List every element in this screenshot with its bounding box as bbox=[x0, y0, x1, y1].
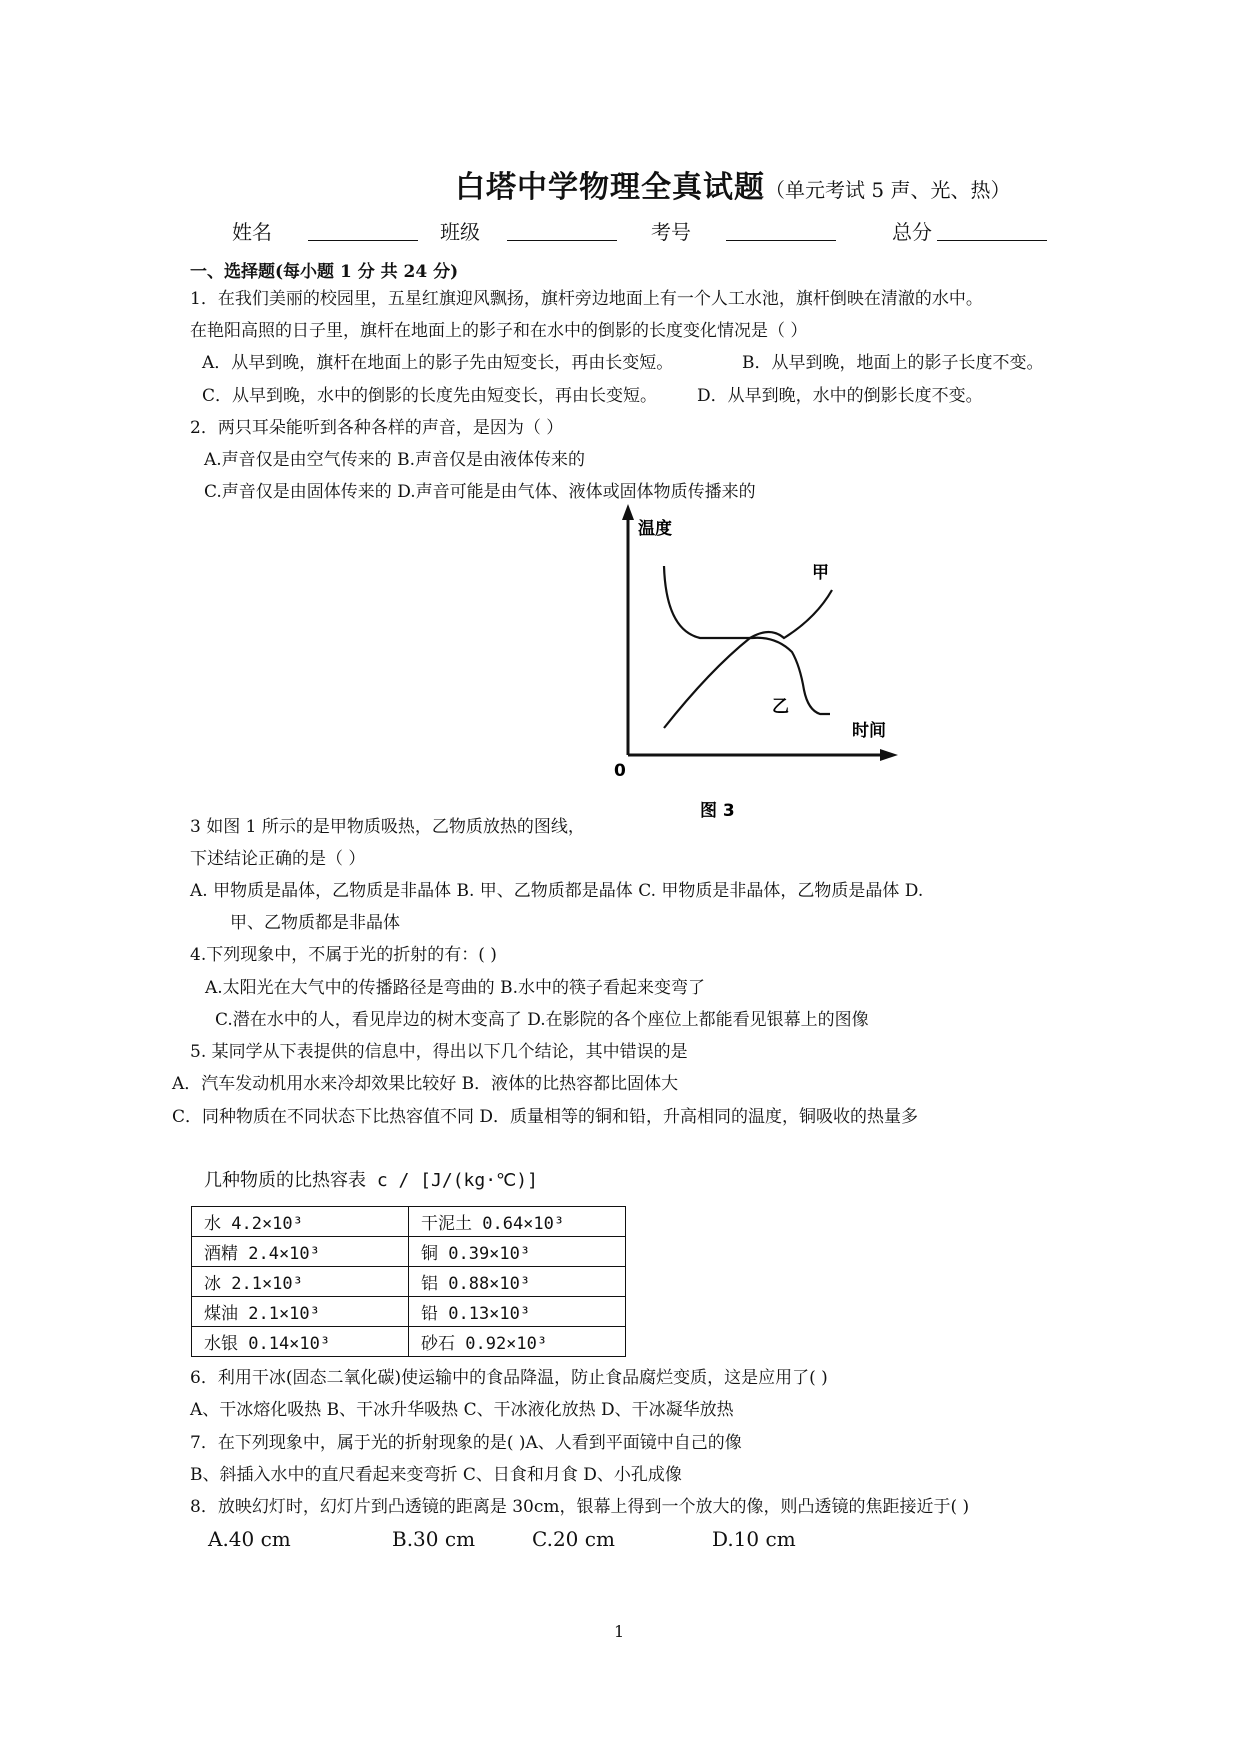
exam-no-label: 考号 bbox=[651, 220, 691, 244]
table-row bbox=[192, 1207, 626, 1237]
total-blank[interactable] bbox=[937, 222, 1047, 241]
curve-jia-label: 甲 bbox=[812, 563, 829, 583]
temperature-time-graph bbox=[600, 500, 920, 830]
q7-options: B、斜插入水中的直尺看起来变弯折 C、日食和月食 D、小孔成像 bbox=[190, 1465, 682, 1485]
class-field bbox=[440, 216, 480, 245]
table-cell: 水 4.2×10³ bbox=[192, 1207, 409, 1237]
total-field bbox=[892, 216, 932, 245]
q3-line1: 3 如图 1 所示的是甲物质吸热，乙物质放热的图线， bbox=[190, 817, 585, 837]
q7-stem: 7．在下列现象中，属于光的折射现象的是( )A、人看到平面镜中自己的像 bbox=[190, 1433, 742, 1453]
exam-subtitle: （单元考试 5 声、光、热） bbox=[765, 178, 1011, 202]
class-blank[interactable] bbox=[507, 222, 617, 241]
q2-options-cd: C.声音仅是由固体传来的 D.声音可能是由气体、液体或固体物质传播来的 bbox=[204, 482, 756, 502]
exam-title: 白塔中学物理全真试题 bbox=[455, 170, 765, 205]
q1-option-d: D．从早到晚，水中的倒影长度不变。 bbox=[697, 386, 983, 406]
origin-label: 0 bbox=[614, 761, 626, 781]
table-cell: 煤油 2.1×10³ bbox=[192, 1297, 409, 1327]
table-cell: 冰 2.1×10³ bbox=[192, 1267, 409, 1297]
table-cell: 铝 0.88×10³ bbox=[409, 1267, 626, 1297]
page-number: 1 bbox=[614, 1622, 625, 1641]
table-row bbox=[192, 1267, 626, 1297]
name-blank[interactable] bbox=[308, 222, 418, 241]
q6-stem: 6．利用干冰(固态二氧化碳)使运输中的食品降温，防止食品腐烂变质，这是应用了( ) bbox=[190, 1368, 828, 1388]
exam-no-field bbox=[651, 216, 691, 245]
q1-option-a: A．从早到晚，旗杆在地面上的影子先由短变长，再由长变短。 bbox=[202, 353, 674, 373]
table-cell: 酒精 2.4×10³ bbox=[192, 1237, 409, 1267]
table-caption: 几种物质的比热容表 c / [J/(kg·℃)] bbox=[204, 1170, 538, 1191]
q4-options-cd: C.潜在水中的人，看见岸边的树木变高了 D.在影院的各个座位上都能看见银幕上的图像 bbox=[215, 1010, 869, 1030]
q2-options-ab: A.声音仅是由空气传来的 B.声音仅是由液体传来的 bbox=[204, 450, 585, 470]
section-title: 一、选择题(每小题 1 分 共 24 分) bbox=[190, 262, 459, 282]
y-axis-arrow bbox=[622, 504, 634, 520]
y-axis-label: 温度 bbox=[638, 519, 672, 539]
q5-options-cd: C．同种物质在不同状态下比热容值不同 D．质量相等的铜和铅，升高相同的温度，铜吸收的热量多 bbox=[172, 1107, 919, 1127]
q8-option-b: B.30 cm bbox=[392, 1527, 476, 1551]
table-cell: 水银 0.14×10³ bbox=[192, 1327, 409, 1357]
q3-line2: 下述结论正确的是（ ） bbox=[190, 849, 366, 869]
q1-line2: 在艳阳高照的日子里，旗杆在地面上的影子和在水中的倒影的长度变化情况是（ ） bbox=[190, 321, 808, 341]
name-field bbox=[232, 216, 272, 245]
q3-options-2: 甲、乙物质都是非晶体 bbox=[230, 913, 400, 933]
curve-yi-label: 乙 bbox=[772, 697, 789, 717]
q8-stem: 8．放映幻灯时，幻灯片到凸透镜的距离是 30cm，银幕上得到一个放大的像，则凸透镜的焦距接近于( ) bbox=[190, 1497, 970, 1517]
table-cell: 铜 0.39×10³ bbox=[409, 1237, 626, 1267]
x-axis-label: 时间 bbox=[852, 721, 886, 741]
q1-line1: 1．在我们美丽的校园里，五星红旗迎风飘扬，旗杆旁边地面上有一个人工水池，旗杆倒映在清澈的水中。 bbox=[190, 289, 983, 309]
q4-stem: 4.下列现象中，不属于光的折射的有：( ) bbox=[190, 945, 497, 965]
table-row bbox=[192, 1297, 626, 1327]
exam-no-blank[interactable] bbox=[726, 222, 836, 241]
x-axis-arrow bbox=[880, 749, 898, 761]
table-cell: 砂石 0.92×10³ bbox=[409, 1327, 626, 1357]
class-label: 班级 bbox=[440, 220, 480, 244]
q5-stem: 5. 某同学从下表提供的信息中，得出以下几个结论，其中错误的是 bbox=[190, 1042, 688, 1062]
q5-options-ab: A．汽车发动机用水来冷却效果比较好 B．液体的比热容都比固体大 bbox=[172, 1074, 679, 1094]
q6-options: A、干冰熔化吸热 B、干冰升华吸热 C、干冰液化放热 D、干冰凝华放热 bbox=[190, 1400, 734, 1420]
q1-option-b: B．从早到晚，地面上的影子长度不变。 bbox=[742, 353, 1044, 373]
q8-option-a: A.40 cm bbox=[208, 1527, 291, 1551]
curve-jia bbox=[664, 590, 832, 728]
q2-stem: 2．两只耳朵能听到各种各样的声音，是因为（ ） bbox=[190, 418, 564, 438]
page-title bbox=[455, 162, 1010, 206]
q8-option-d: D.10 cm bbox=[712, 1527, 796, 1551]
table-cell: 铅 0.13×10³ bbox=[409, 1297, 626, 1327]
figure-caption: 图 3 bbox=[700, 801, 735, 821]
q3-options-1: A. 甲物质是晶体，乙物质是非晶体 B. 甲、乙物质都是晶体 C. 甲物质是非晶体，乙物质是晶体 D. bbox=[190, 881, 924, 901]
table-row bbox=[192, 1327, 626, 1357]
q1-option-c: C．从早到晚，水中的倒影的长度先由短变长，再由长变短。 bbox=[202, 386, 658, 406]
table-cell: 干泥土 0.64×10³ bbox=[409, 1207, 626, 1237]
q4-options-ab: A.太阳光在大气中的传播路径是弯曲的 B.水中的筷子看起来变弯了 bbox=[205, 978, 705, 998]
q8-option-c: C.20 cm bbox=[532, 1527, 615, 1551]
total-label: 总分 bbox=[892, 220, 932, 244]
name-label: 姓名 bbox=[232, 220, 272, 244]
specific-heat-table bbox=[191, 1206, 626, 1357]
table-row bbox=[192, 1237, 626, 1267]
